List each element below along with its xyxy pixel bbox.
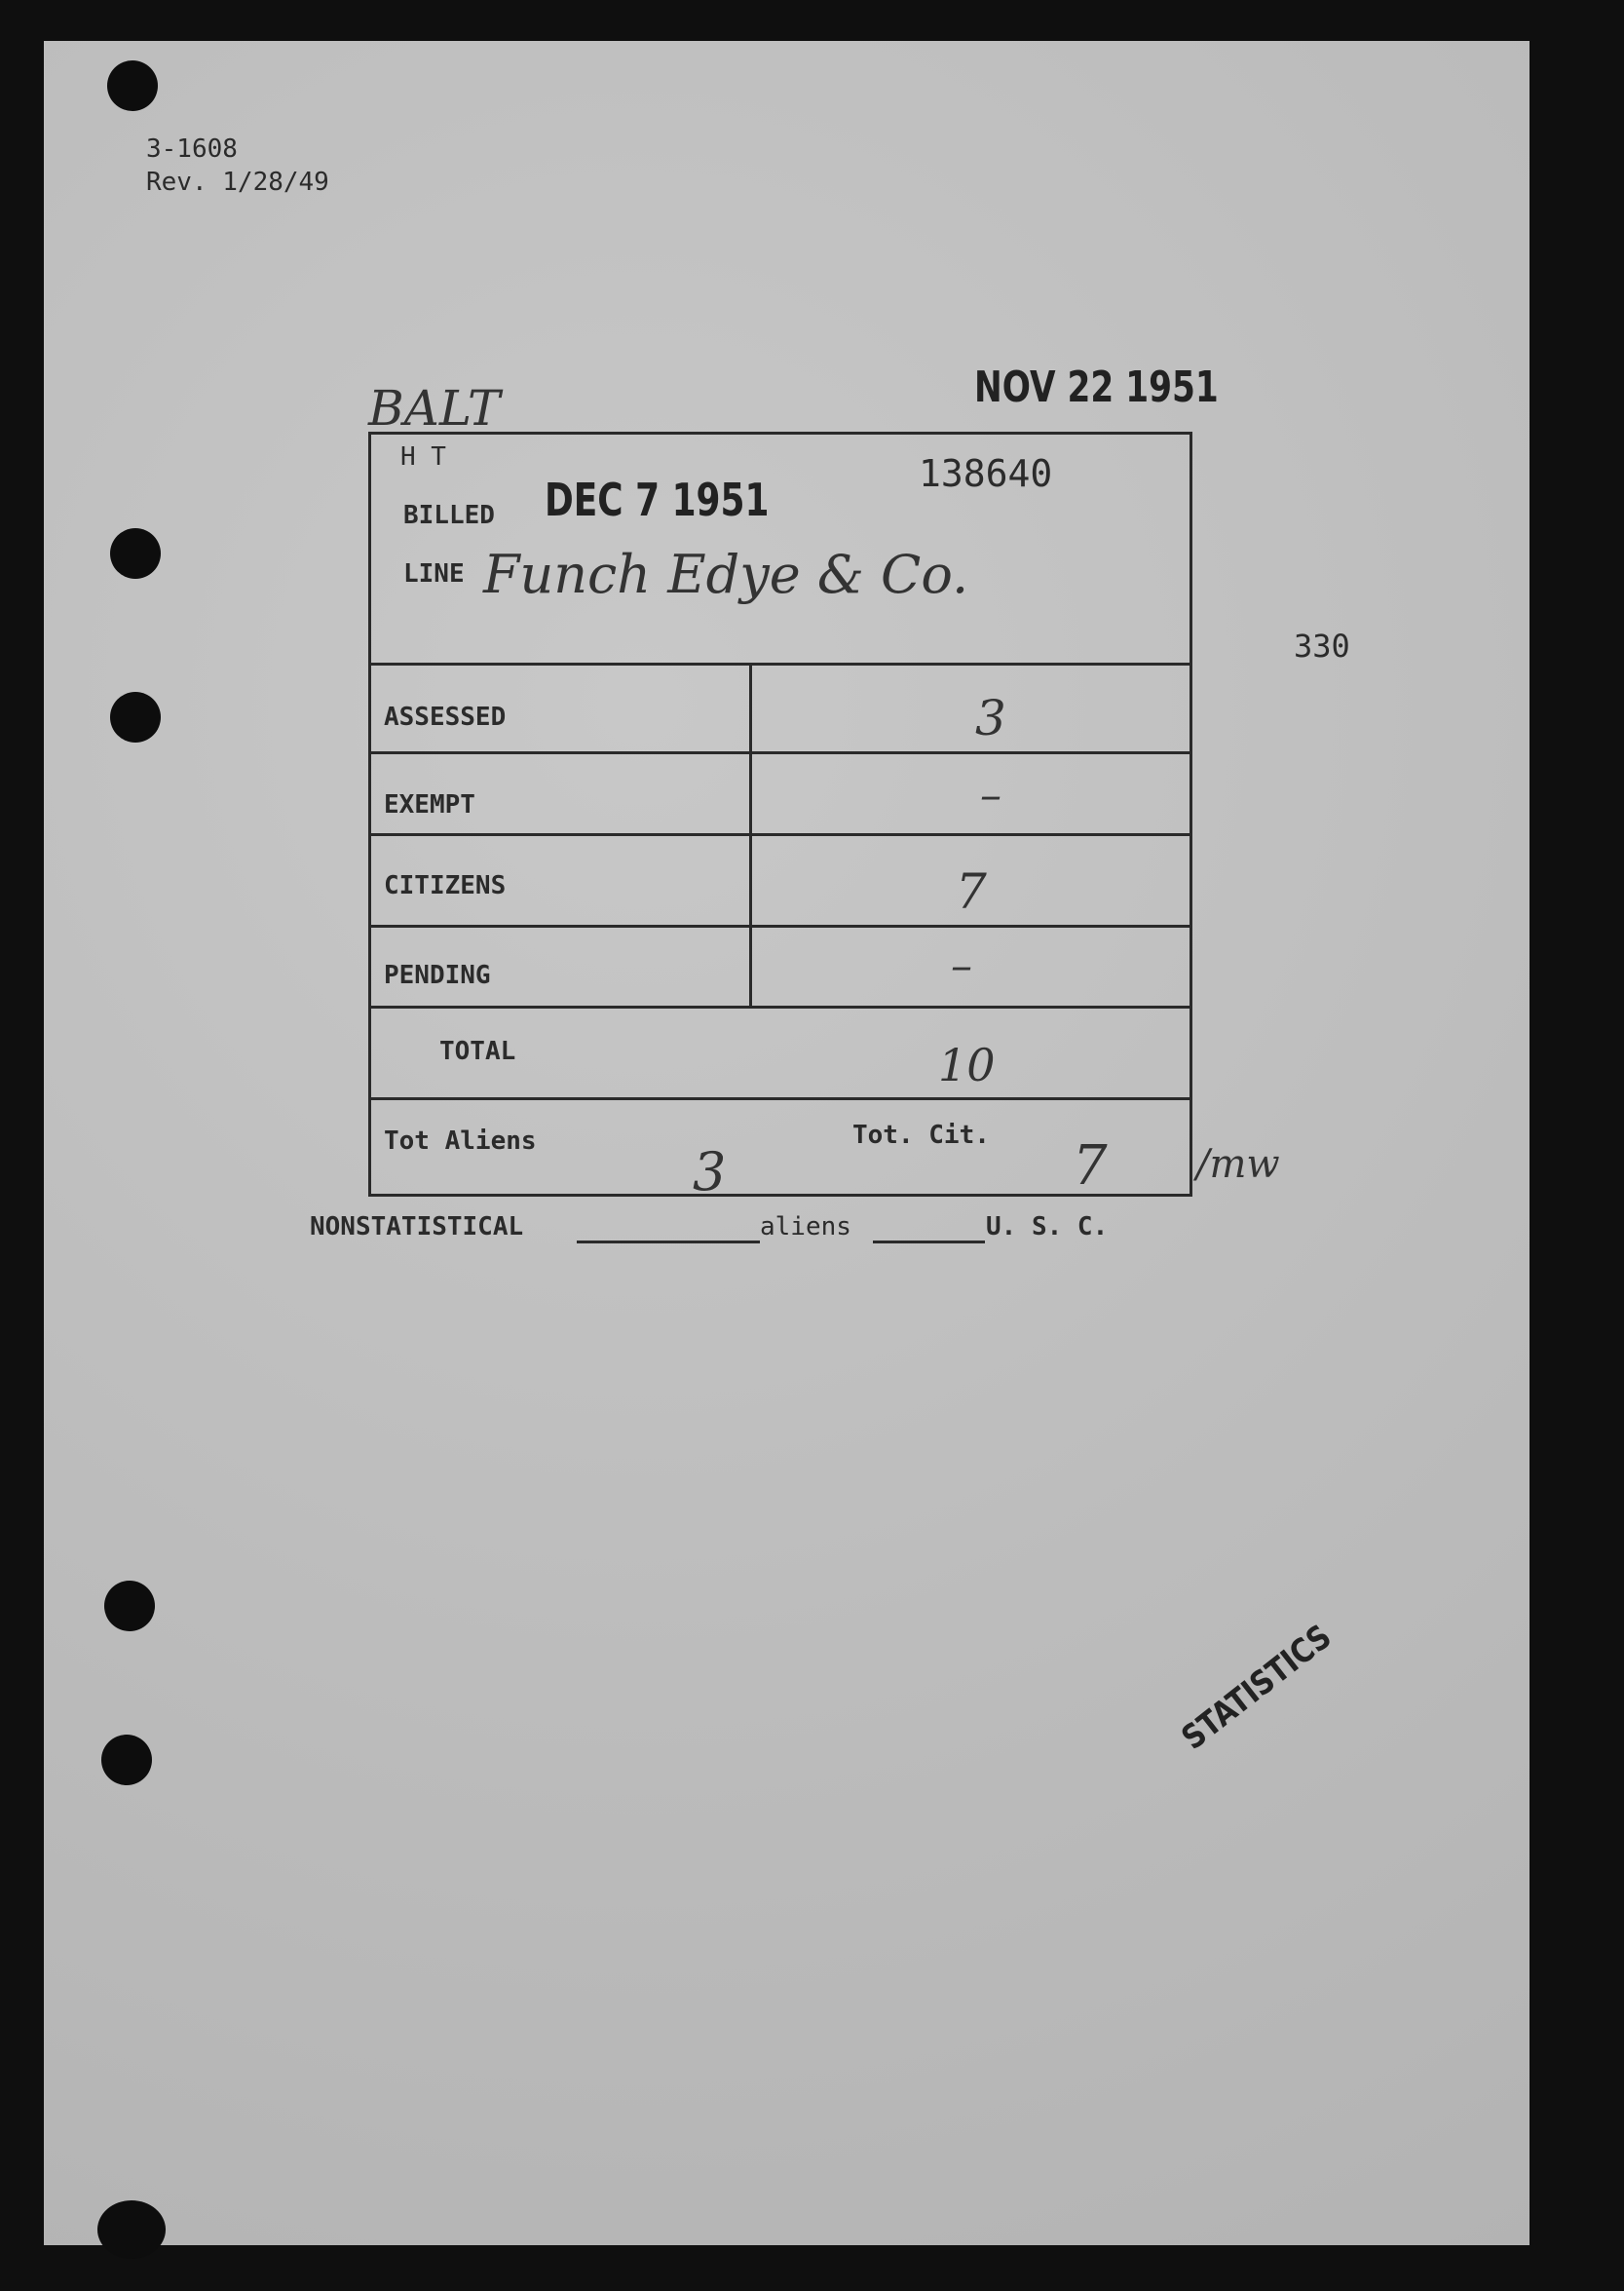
aliens-blank [873, 1241, 985, 1243]
divider [371, 1006, 1190, 1009]
ht-label: H T [400, 442, 446, 472]
tot-cit-label: Tot. Cit. [852, 1121, 990, 1150]
divider [371, 663, 1190, 666]
exempt-label: EXEMPT [384, 790, 475, 820]
citizens-value: 7 [956, 863, 987, 920]
assessed-label: ASSESSED [384, 703, 507, 732]
form-revision: Rev. 1/28/49 [146, 168, 329, 197]
manifest-number: 138640 [919, 452, 1053, 495]
statistics-stamp: STATISTICS [1174, 1617, 1340, 1758]
divider [371, 751, 1190, 754]
punch-hole [107, 60, 158, 111]
manifest-form [368, 432, 1192, 1203]
line-label: LINE [403, 559, 465, 589]
assessed-value: 3 [975, 690, 1006, 746]
exempt-value: – [980, 771, 1001, 821]
punch-hole [110, 528, 161, 579]
punch-hole [110, 692, 161, 743]
port-handwritten: BALT [368, 380, 501, 437]
initials-handwritten: /mw [1196, 1142, 1280, 1187]
side-number: 330 [1294, 628, 1350, 665]
tot-aliens-value: 3 [693, 1141, 727, 1203]
usc-label: U. S. C. [986, 1212, 1109, 1241]
nonstatistical-label: NONSTATISTICAL [310, 1212, 524, 1241]
billed-date-stamp: DEC 7 1951 [545, 474, 770, 526]
citizens-label: CITIZENS [384, 871, 507, 900]
divider [371, 1097, 1190, 1100]
billed-label: BILLED [403, 501, 495, 530]
line-name-handwritten: Funch Edye & Co. [483, 544, 969, 605]
punch-hole [104, 1581, 155, 1631]
punch-hole [101, 1735, 152, 1785]
divider [371, 833, 1190, 836]
nonstatistical-blank [577, 1241, 760, 1243]
form-number: 3-1608 [146, 134, 238, 164]
tot-aliens-label: Tot Aliens [384, 1126, 537, 1156]
pending-value: – [951, 941, 972, 991]
aliens-label: aliens [760, 1212, 851, 1241]
total-value: 10 [938, 1039, 996, 1091]
received-date-stamp: NOV 22 1951 [974, 363, 1219, 412]
punch-hole [97, 2200, 166, 2259]
tot-cit-value: 7 [1073, 1134, 1108, 1198]
divider [371, 925, 1190, 928]
total-label: TOTAL [439, 1037, 516, 1066]
pending-label: PENDING [384, 961, 491, 990]
